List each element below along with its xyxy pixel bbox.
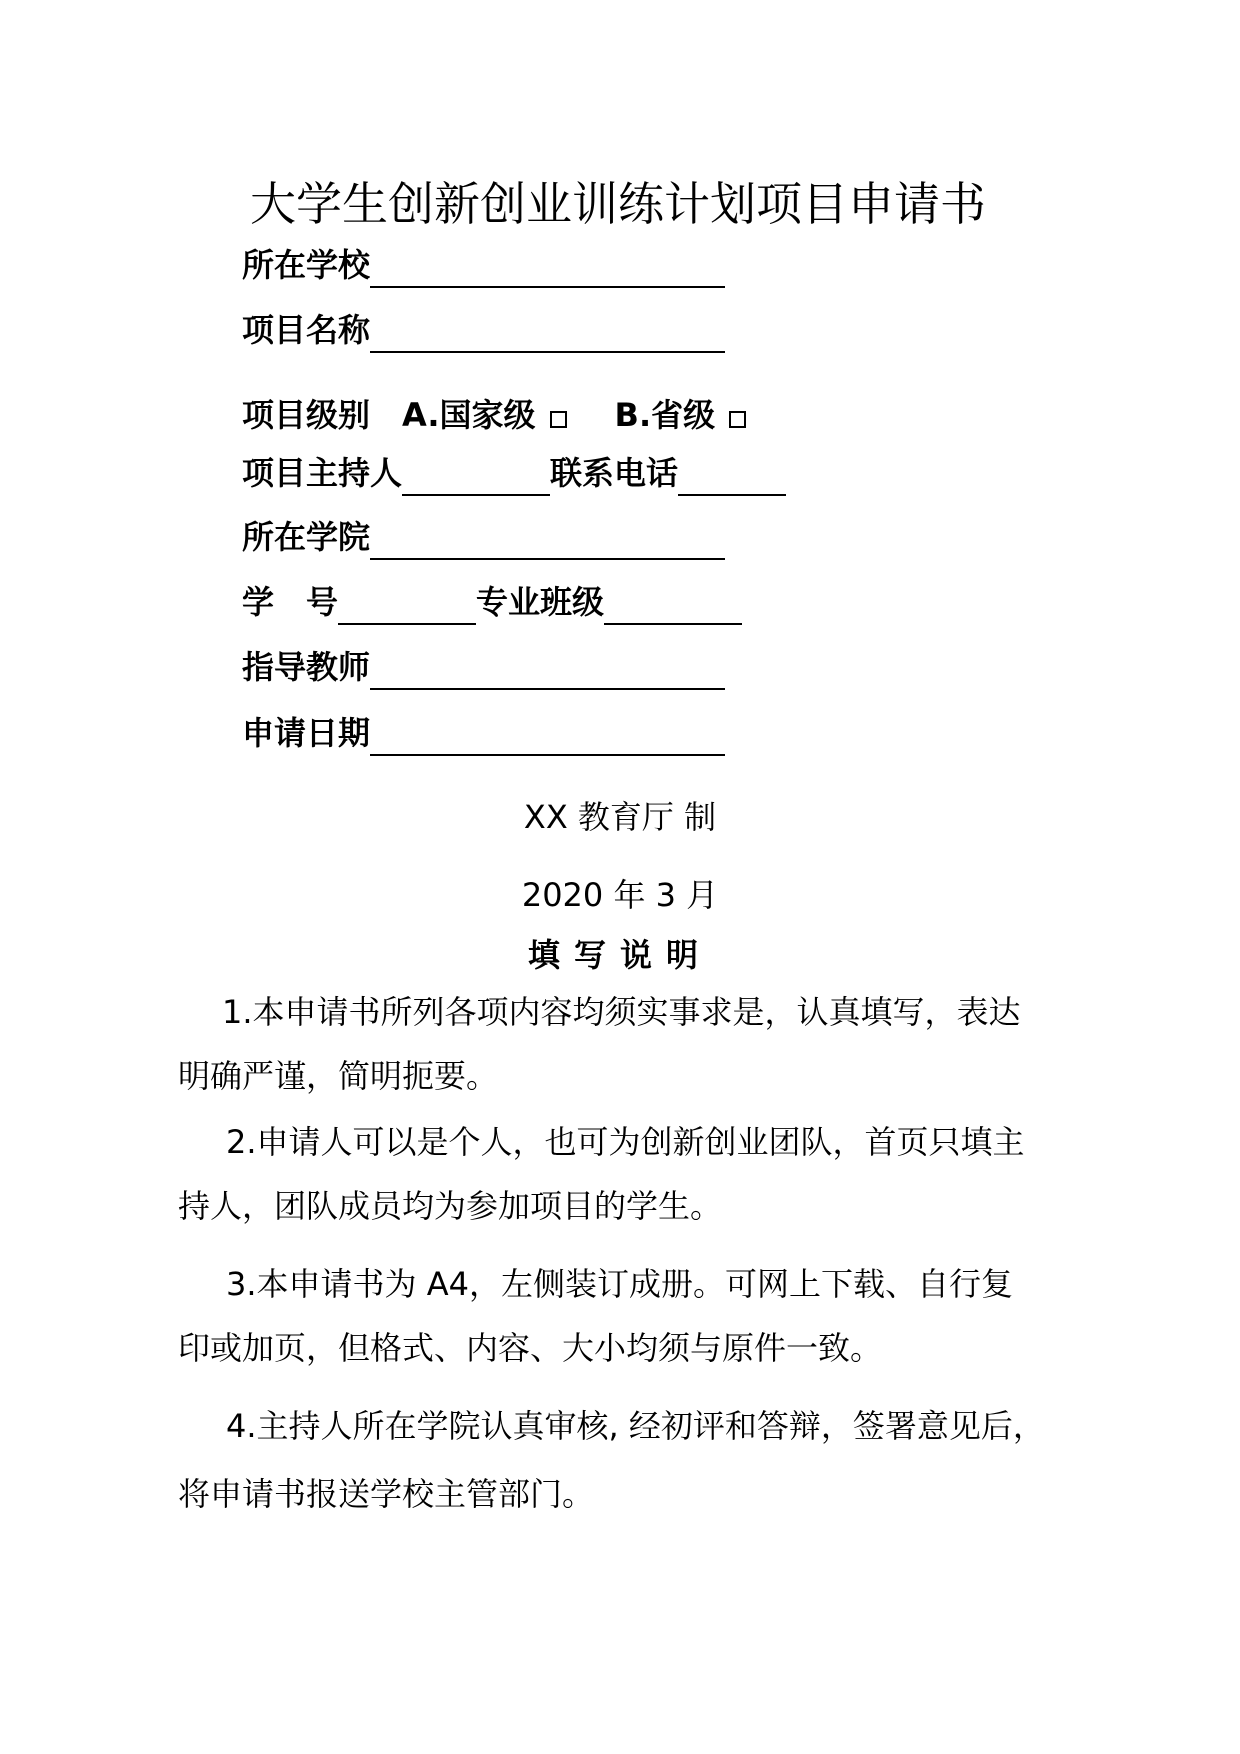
field-project-level bbox=[242, 390, 754, 436]
field-label: 专业班级 bbox=[476, 583, 605, 621]
level-b-label: B.省级 bbox=[614, 396, 716, 434]
instruction-4-line-2: 将申请书报送学校主管部门。 bbox=[178, 1475, 595, 1513]
field-label: 所在学校 bbox=[242, 246, 371, 284]
school-input-line[interactable] bbox=[370, 252, 725, 288]
issue-date: 2020 年 3 月 bbox=[521, 876, 719, 914]
instruction-1-line-1: 1.本申请书所列各项内容均须实事求是，认真填写，表达 bbox=[222, 993, 1021, 1031]
level-b-checkbox[interactable] bbox=[729, 411, 746, 428]
phone-input-line[interactable] bbox=[678, 460, 786, 496]
level-a-checkbox[interactable] bbox=[550, 411, 567, 428]
instruction-1-line-2: 明确严谨，简明扼要。 bbox=[178, 1057, 499, 1095]
instruction-2-line-2: 持人，团队成员均为参加项目的学生。 bbox=[178, 1187, 723, 1225]
field-date bbox=[242, 708, 725, 754]
field-label: 项目级别 bbox=[242, 396, 371, 434]
instruction-2-line-1: 2.申请人可以是个人，也可为创新创业团队，首页只填主 bbox=[226, 1123, 1025, 1161]
field-label: 申请日期 bbox=[242, 714, 371, 752]
issuer: XX 教育厅 制 bbox=[523, 798, 717, 836]
field-label: 学 号 bbox=[242, 583, 339, 621]
field-label: 所在学院 bbox=[242, 518, 371, 556]
student-id-input-line[interactable] bbox=[338, 589, 476, 625]
document-title: 大学生创新创业训练计划项目申请书 bbox=[250, 177, 986, 231]
host-input-line[interactable] bbox=[402, 460, 550, 496]
date-input-line[interactable] bbox=[370, 720, 725, 756]
field-project-name bbox=[242, 305, 725, 351]
field-label: 联系电话 bbox=[550, 454, 679, 492]
level-a-label: A.国家级 bbox=[402, 396, 536, 434]
college-input-line[interactable] bbox=[370, 524, 725, 560]
field-school bbox=[242, 240, 725, 286]
field-label: 项目主持人 bbox=[242, 454, 403, 492]
advisor-input-line[interactable] bbox=[370, 654, 725, 690]
field-host-phone bbox=[242, 448, 786, 494]
instruction-3-line-2: 印或加页，但格式、内容、大小均须与原件一致。 bbox=[178, 1329, 883, 1367]
major-class-input-line[interactable] bbox=[604, 589, 742, 625]
instruction-4-line-1: 4.主持人所在学院认真审核, 经初评和答辩，签署意见后， bbox=[226, 1407, 1045, 1445]
field-college bbox=[242, 512, 725, 558]
project-name-input-line[interactable] bbox=[370, 317, 725, 353]
field-student-id-major bbox=[242, 577, 742, 623]
field-advisor bbox=[242, 642, 725, 688]
field-label: 指导教师 bbox=[242, 648, 371, 686]
field-label: 项目名称 bbox=[242, 311, 371, 349]
instructions-heading: 填写说明 bbox=[527, 936, 712, 974]
instruction-3-line-1: 3.本申请书为 A4，左侧装订成册。可网上下载、自行复 bbox=[226, 1265, 1013, 1303]
